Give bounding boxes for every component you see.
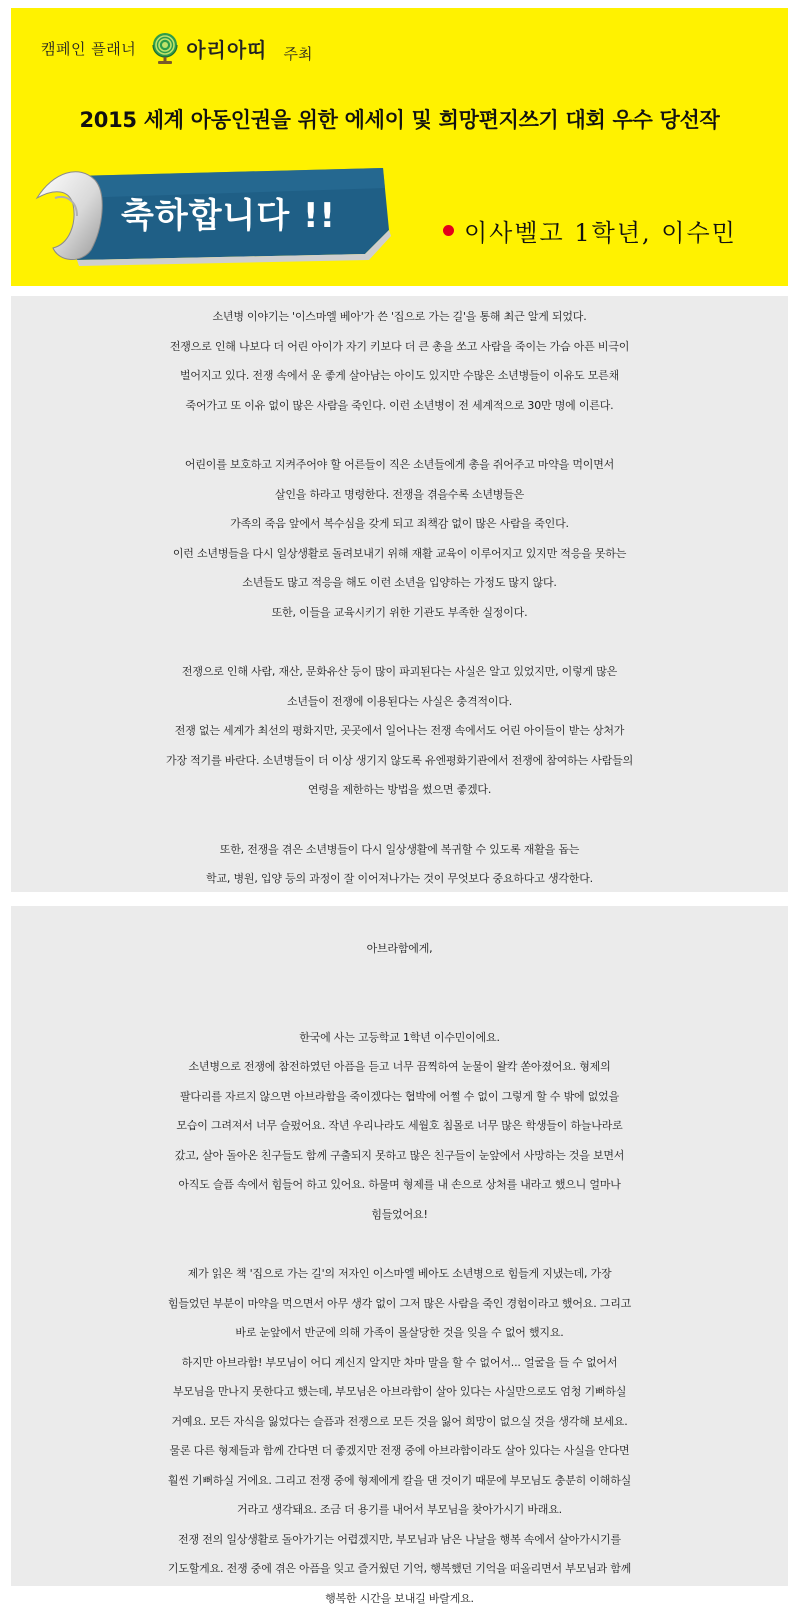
letter-line: 하지만 아브라함! 부모님이 어디 계신지 알지만 차마 말을 할 수 없어서... 얼굴을 들 수 없어서 <box>11 1348 788 1378</box>
award-banner <box>11 8 788 286</box>
essay-line: 가족의 죽음 앞에서 복수심을 갖게 되고 죄책감 없이 많은 사람을 죽인다. <box>11 509 788 539</box>
essay-line: 연령을 제한하는 방법을 썼으면 좋겠다. <box>11 775 788 805</box>
essay-line: 가장 적기를 바란다. 소년병들이 더 이상 생기지 않도록 유엔평화기관에서 전쟁에 참여하는 사람들의 <box>11 746 788 776</box>
letter-line: 기도할게요. 전쟁 중에 겪은 아픔을 잊고 즐거웠던 기억, 행복했던 기억을 떠올리면서 부모님과 함께 <box>11 1554 788 1584</box>
essay-line: 소년들이 전쟁에 이용된다는 사실은 충격적이다. <box>11 687 788 717</box>
letter-line: 한국에 사는 고등학교 1학년 이수민이에요. <box>11 1023 788 1053</box>
paragraph-gap <box>11 805 788 835</box>
winner-name: 이사벨고 1학년, 이수민 <box>464 213 737 248</box>
congrats-ribbon <box>33 158 393 266</box>
congrats-heading: 축하합니다 !! <box>121 188 336 237</box>
essay-line: 또한, 전쟁을 겪은 소년병들이 다시 일상생활에 복귀할 수 있도록 재활을 돕는 <box>11 835 788 865</box>
letter-line: 아직도 슬픔 속에서 힘들어 하고 있어요. 하물며 형제를 내 손으로 상처를 내라고 했으니 얼마나 <box>11 1170 788 1200</box>
essay-line: 어린이를 보호하고 지켜주어야 할 어른들이 직은 소년들에게 총을 쥐어주고 마약을 먹이면서 <box>11 450 788 480</box>
letter-greeting: 아브라함에게, <box>11 934 788 964</box>
essay-line: 살인을 하라고 명령한다. 전쟁을 겪을수록 소년병들은 <box>11 480 788 510</box>
letter-line: 힘들었던 부분이 마약을 먹으면서 아무 생각 없이 그저 많은 사람을 죽인 경험이라고 했어요. 그리고 <box>11 1289 788 1319</box>
winner-row <box>443 213 737 248</box>
letter-section <box>11 906 788 1586</box>
letter-line: 행복한 시간을 보내길 바랄게요. <box>11 1584 788 1613</box>
essay-line: 전쟁으로 인해 나보다 더 어린 아이가 자기 키보다 더 큰 총을 쏘고 사람을 죽이는 가슴 아픈 비극이 <box>11 332 788 362</box>
letter-line: 갔고, 살아 돌아온 친구들도 함께 구출되지 못하고 많은 친구들이 눈앞에서 사망하는 것을 보면서 <box>11 1141 788 1171</box>
letter-line: 거예요. 모든 자식을 잃었다는 슬픔과 전쟁으로 모든 것을 잃어 희망이 없으실 것을 생각해 보세요. <box>11 1407 788 1437</box>
letter-line: 전쟁 전의 일상생활로 돌아가기는 어렵겠지만, 부모님과 남은 나날을 행복 속에서 살아가시기를 <box>11 1525 788 1555</box>
globe-logo-icon <box>148 31 182 65</box>
essay-line: 이런 소년병들을 다시 일상생활로 돌려보내기 위해 재활 교육이 이루어지고 있지만 적응을 못하는 <box>11 539 788 569</box>
letter-line: 부모님을 만나지 못한다고 했는데, 부모님은 아브라함이 살아 있다는 사실만으로도 엄청 기뻐하실 <box>11 1377 788 1407</box>
letter-line: 훨씬 기뻐하실 거에요. 그리고 전쟁 중에 형제에게 칼을 댄 것이기 때문에 부모님도 충분히 이해하실 <box>11 1466 788 1496</box>
letter-line: 바로 눈앞에서 반군에 의해 가족이 몰살당한 것을 잊을 수 없어 했지요. <box>11 1318 788 1348</box>
paragraph-gap <box>11 1229 788 1259</box>
host-label: 주최 <box>284 43 313 64</box>
letter-line: 팔다리를 자르지 않으면 아브라함을 죽이겠다는 협박에 어쩔 수 없이 그렇게 할 수 밖에 없었을 <box>11 1082 788 1112</box>
letter-line: 제가 읽은 책 '집으로 가는 길'의 저자인 이스마엘 베아도 소년병으로 힘들게 지냈는데, 가장 <box>11 1259 788 1289</box>
contest-title: 2015 세계 아동인권을 위한 에세이 및 희망편지쓰기 대회 우수 당선작 <box>11 104 788 134</box>
organizer-row <box>41 28 312 68</box>
paragraph-gap <box>11 964 788 994</box>
essay-line: 벌어지고 있다. 전쟁 속에서 운 좋게 살아남는 아이도 있지만 수많은 소년병들이 이유도 모른채 <box>11 361 788 391</box>
campaign-planner-label: 캠페인 플래너 <box>41 38 136 59</box>
essay-line: 학교, 병원, 입양 등의 과정이 잘 이어져나가는 것이 무엇보다 중요하다고 생각한다. <box>11 864 788 894</box>
essay-line: 소년들도 많고 적응을 해도 이런 소년을 입양하는 가정도 많지 않다. <box>11 568 788 598</box>
essay-line: 소년병 이야기는 '이스마엘 베아'가 쓴 '집으로 가는 길'을 통해 최근 알게 되었다. <box>11 302 788 332</box>
red-bullet-icon <box>443 225 454 236</box>
paragraph-gap <box>11 627 788 657</box>
essay-line: 전쟁으로 인해 사람, 재산, 문화유산 등이 많이 파괴된다는 사실은 알고 있었지만, 이렇게 많은 <box>11 657 788 687</box>
essay-line: 죽어가고 또 이유 없이 많은 사람을 죽인다. 이런 소년병이 전 세계적으로 30만 명에 이른다. <box>11 391 788 421</box>
essay-line: 또한, 이들을 교육시키기 위한 기관도 부족한 실정이다. <box>11 598 788 628</box>
letter-line: 소년병으로 전쟁에 참전하였던 아픔을 듣고 너무 끔찍하여 눈물이 왈칵 쏟아졌어요. 형제의 <box>11 1052 788 1082</box>
essay-section <box>11 296 788 892</box>
letter-line: 힘들었어요! <box>11 1200 788 1230</box>
paragraph-gap <box>11 420 788 450</box>
letter-line: 모습이 그려져서 너무 슬펐어요. 작년 우리나라도 세월호 침몰로 너무 많은 학생들이 하늘나라로 <box>11 1111 788 1141</box>
essay-line: 전쟁 없는 세계가 최선의 평화지만, 곳곳에서 일어나는 전쟁 속에서도 어린 아이들이 받는 상처가 <box>11 716 788 746</box>
letter-line: 거라고 생각돼요. 조금 더 용기를 내어서 부모님을 찾아가시기 바래요. <box>11 1495 788 1525</box>
paragraph-gap <box>11 994 788 1023</box>
logo-name: 아리아띠 <box>186 34 267 63</box>
letter-line: 물론 다른 형제들과 함께 간다면 더 좋겠지만 전쟁 중에 아브라함이라도 살아 있다는 사실을 안다면 <box>11 1436 788 1466</box>
